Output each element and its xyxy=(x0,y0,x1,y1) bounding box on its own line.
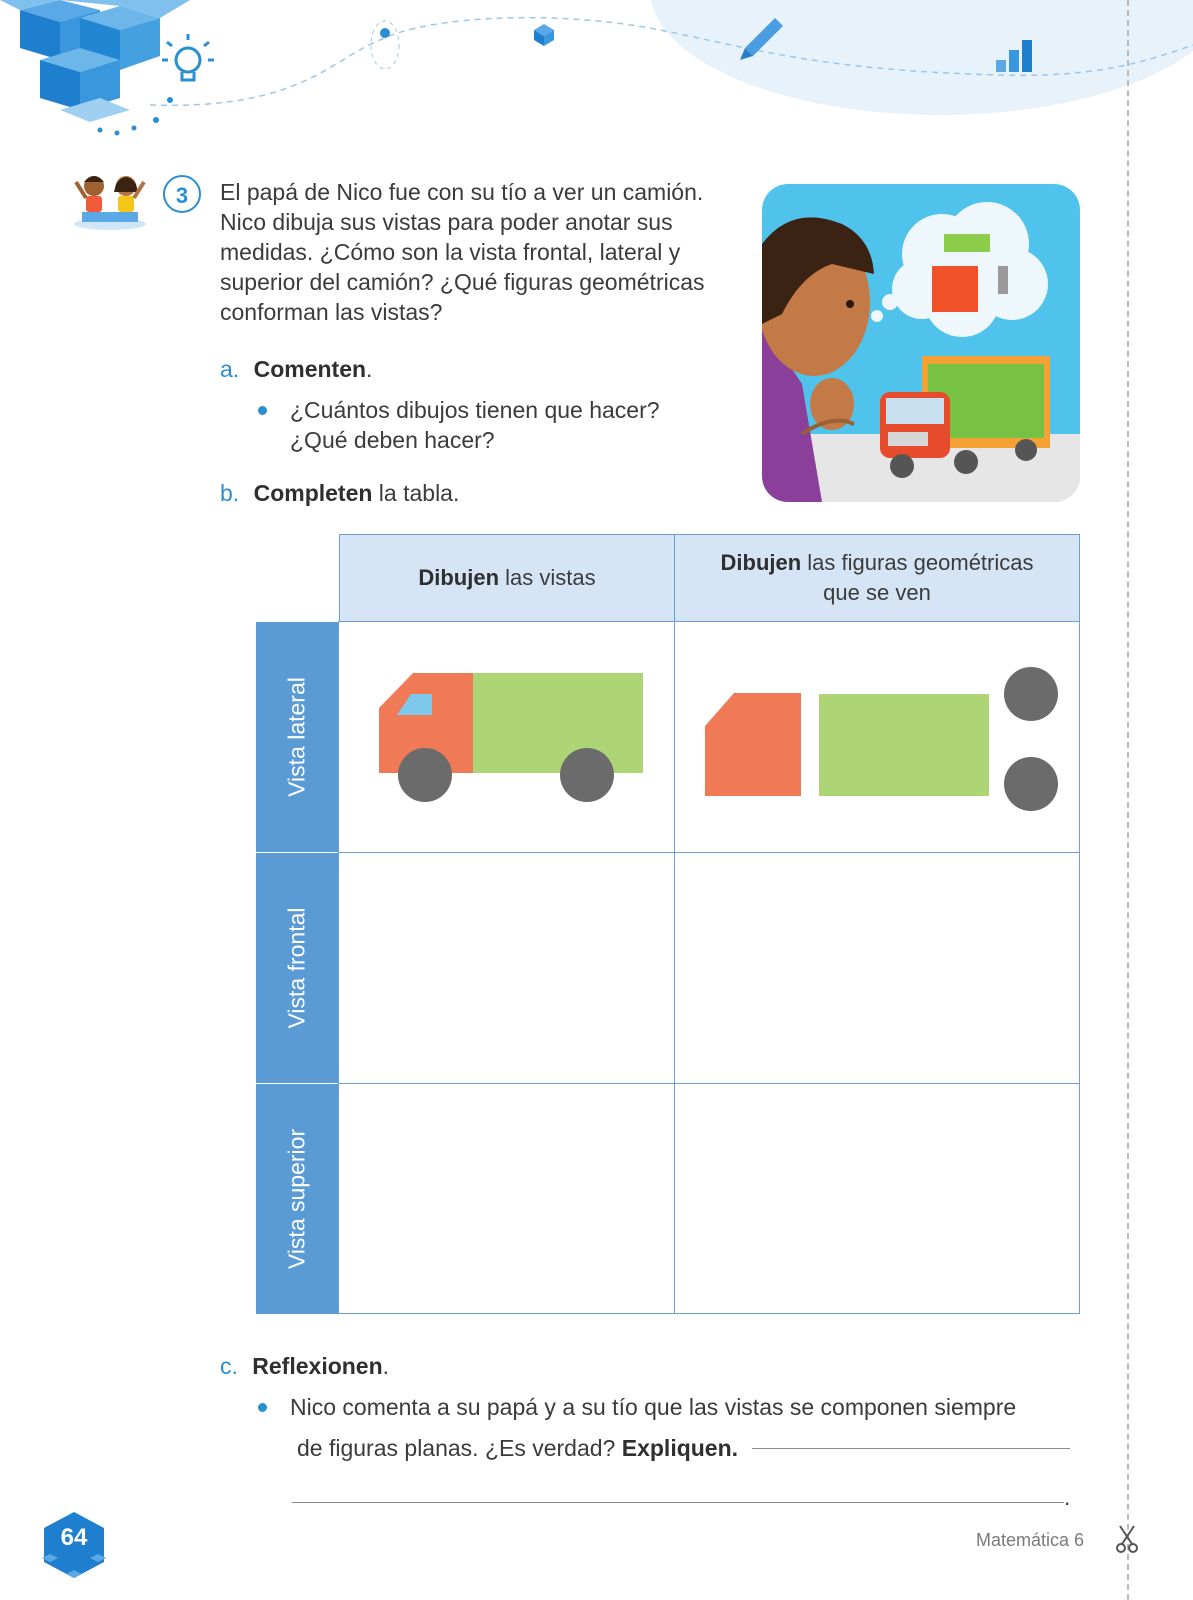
header-decoration xyxy=(0,0,1193,150)
part-b-rest: la tabla. xyxy=(372,480,460,506)
part-c-verb: Reflexionen xyxy=(252,1353,383,1379)
question-line: ¿Cuántos dibujos tienen que hacer? xyxy=(290,397,660,423)
bullet-dot xyxy=(258,1403,267,1412)
truck-lateral-view xyxy=(339,622,677,855)
bullet-dot xyxy=(258,406,267,415)
book-title: Matemática 6 xyxy=(976,1530,1085,1550)
problem-number: 3 xyxy=(163,175,201,213)
col-header-views xyxy=(339,534,675,622)
explain-prompt: Expliquen. xyxy=(621,1435,739,1461)
problem-line: conforman las vistas? xyxy=(220,299,443,325)
kids-reading-icon xyxy=(68,168,152,232)
part-a-heading xyxy=(220,354,372,384)
scissors-icon xyxy=(1114,1524,1140,1554)
lightbulb-icon xyxy=(162,34,214,80)
part-c-question xyxy=(297,1433,738,1463)
part-a-letter: a. xyxy=(220,356,240,382)
nico-thinking-illustration xyxy=(762,184,1080,502)
row-header-superior xyxy=(256,1084,338,1314)
part-a-verb: Comenten xyxy=(253,356,367,382)
cell-superior-shapes[interactable] xyxy=(674,1083,1080,1314)
answer-end-period: . xyxy=(1064,1484,1071,1510)
part-b-letter: b. xyxy=(220,480,240,506)
lateral-shapes xyxy=(675,622,1081,855)
answer-line[interactable] xyxy=(292,1502,1064,1503)
row-header-frontal-label: Vista frontal xyxy=(283,907,310,1029)
question-line: ¿Qué deben hacer? xyxy=(290,427,495,453)
problem-statement xyxy=(220,177,735,327)
part-b-heading xyxy=(220,478,459,508)
cell-frontal-drawing[interactable] xyxy=(338,852,676,1085)
page-number: 64 xyxy=(60,1524,88,1551)
part-c-statement xyxy=(290,1392,1080,1422)
col-header-shapes-bold: Dibujen xyxy=(720,550,802,575)
part-a-rest: . xyxy=(366,356,373,382)
row-header-frontal xyxy=(256,853,338,1084)
col-header-shapes-rest: las figuras geométricas xyxy=(801,550,1034,575)
views-table xyxy=(256,534,1080,1314)
cell-lateral-shapes[interactable] xyxy=(674,621,1080,854)
problem-line: medidas. ¿Cómo son la vista frontal, lateral y xyxy=(220,239,681,265)
row-header-lateral xyxy=(256,622,338,853)
col-header-shapes xyxy=(674,534,1080,622)
col-header-views-rest: las vistas xyxy=(499,565,596,590)
cut-line xyxy=(1127,0,1129,1600)
part-c-letter: c. xyxy=(220,1353,238,1379)
cell-lateral-drawing[interactable] xyxy=(338,621,676,854)
problem-line: Nico dibuja sus vistas para poder anotar sus xyxy=(220,209,673,235)
cubes-icon xyxy=(0,0,190,136)
row-header-superior-label: Vista superior xyxy=(283,1128,310,1270)
part-c-heading xyxy=(220,1351,389,1381)
problem-line: El papá de Nico fue con su tío a ver un camión. xyxy=(220,179,704,205)
statement-line: Nico comenta a su papá y a su tío que las vistas se componen siempre xyxy=(290,1394,1017,1420)
col-header-views-bold: Dibujen xyxy=(418,565,500,590)
truck-illustration xyxy=(880,356,1050,478)
col-header-shapes-line2: que se ven xyxy=(823,580,931,605)
part-c-rest: . xyxy=(382,1353,390,1379)
cell-superior-drawing[interactable] xyxy=(338,1083,676,1314)
answer-line[interactable] xyxy=(752,1448,1070,1449)
problem-line: superior del camión? ¿Qué figuras geométricas xyxy=(220,269,705,295)
statement-line: de figuras planas. ¿Es verdad? xyxy=(297,1435,616,1461)
part-b-verb: Completen xyxy=(253,480,373,506)
part-a-question xyxy=(290,395,660,455)
row-header-lateral-label: Vista lateral xyxy=(283,677,310,797)
thought-cloud xyxy=(871,202,1048,337)
cell-frontal-shapes[interactable] xyxy=(674,852,1080,1085)
